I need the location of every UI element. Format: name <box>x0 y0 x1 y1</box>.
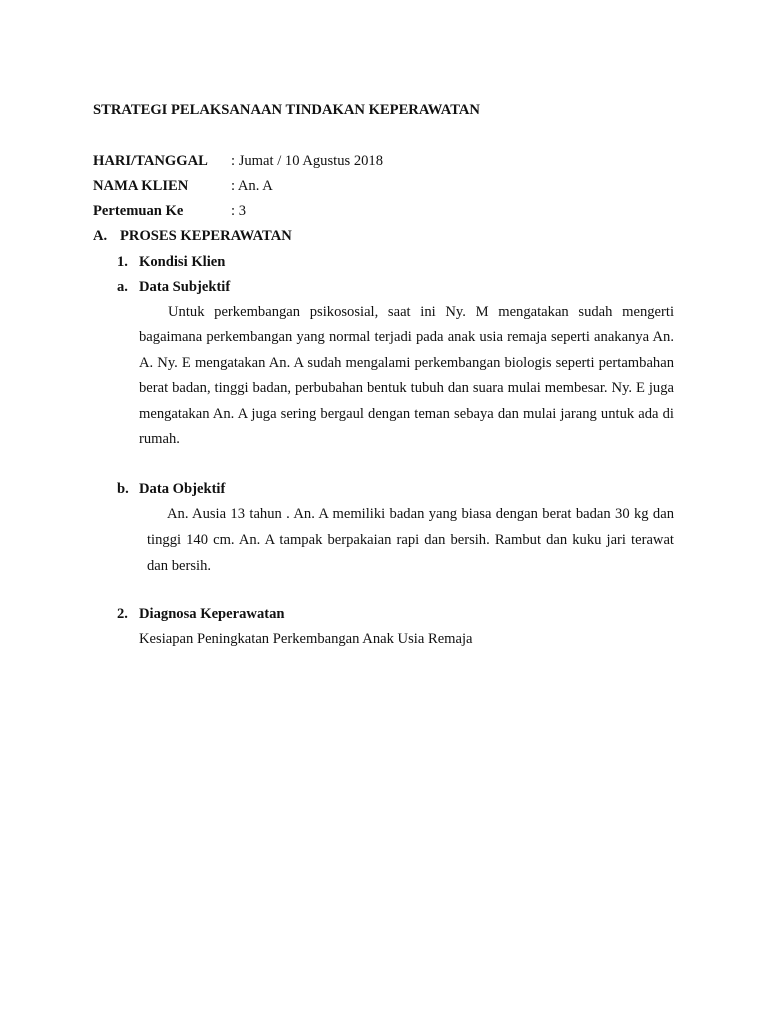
info-label-hari-tanggal: HARI/TANGGAL <box>93 153 208 169</box>
data-subjektif-body-block <box>139 300 674 452</box>
item-1-heading: Kondisi Klien <box>139 254 226 270</box>
section-a-heading: PROSES KEPERAWATAN <box>120 228 292 244</box>
info-value-nama-klien: : An. A <box>231 178 273 194</box>
info-label-nama-klien: NAMA KLIEN <box>93 178 189 194</box>
item-2-marker: 2. <box>117 606 128 622</box>
data-objektif-body-block <box>147 501 674 579</box>
data-subjektif-marker: a. <box>117 279 128 295</box>
document-title: STRATEGI PELAKSANAAN TINDAKAN KEPERAWATAN <box>93 102 480 118</box>
info-value-pertemuan: : 3 <box>231 203 246 219</box>
item-1-marker: 1. <box>117 254 128 270</box>
data-objektif-marker: b. <box>117 481 129 497</box>
data-subjektif-body: Untuk perkembangan psikososial, saat ini Ny. M mengatakan sudah mengerti bagaimana perkembangan yang normal terjadi pada anak usia remaja seperti anakanya An. A. Ny. E mengatakan An. A sudah mengalami perkembangan biologis seperti pertambahan berat badan, tinggi badan, perbubahan bentuk tubuh dan suara mulai membesar. Ny. E juga mengatakan An. A juga sering bergaul dengan teman sebaya dan mulai jarang untuk ada di rumah. <box>139 304 674 448</box>
diagnosa-text: Kesiapan Peningkatan Perkembangan Anak Usia Remaja <box>139 631 473 647</box>
data-objektif-heading: Data Objektif <box>139 481 226 497</box>
data-objektif-body: An. Ausia 13 tahun . An. A memiliki badan yang biasa dengan berat badan 30 kg dan tinggi 140 cm. An. A tampak berpakaian rapi dan bersih. Rambut dan kuku jari terawat dan bersih. <box>147 506 674 574</box>
info-label-pertemuan: Pertemuan Ke <box>93 203 184 219</box>
section-a-marker: A. <box>93 228 108 244</box>
item-2-heading: Diagnosa Keperawatan <box>139 606 285 622</box>
info-value-hari-tanggal: : Jumat / 10 Agustus 2018 <box>231 153 384 169</box>
data-subjektif-heading: Data Subjektif <box>139 279 231 295</box>
